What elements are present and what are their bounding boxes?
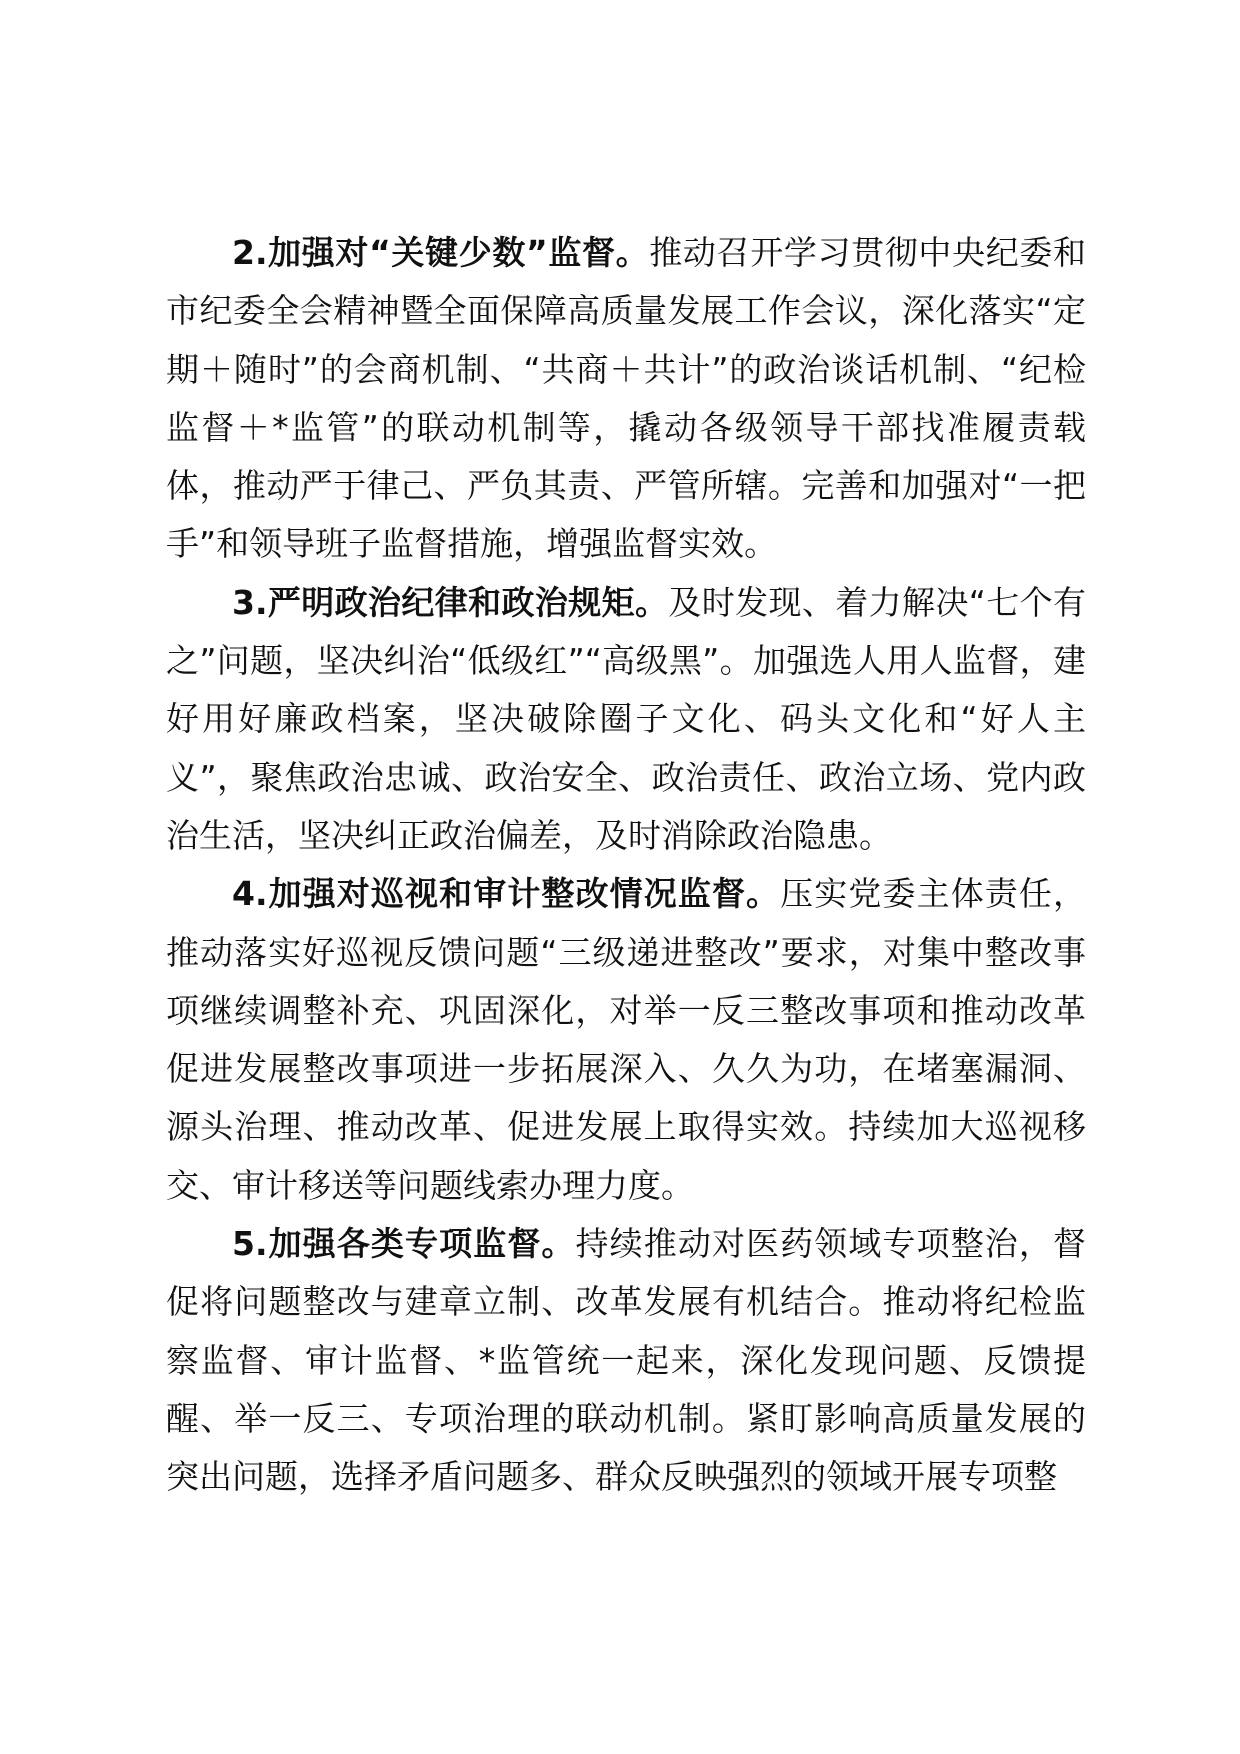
paragraph-text: 推动召开学习贯彻中央纪委和市纪委全会精神暨全面保障高质量发展工作会议，深化落实“定期＋随时”的会商机制、“共商＋共计”的政治谈话机制、“纪检监督＋*监管”的联动机制等，撬动各级领导干部找准履责载体，推动严于律己、严负其责、严管所辖。完善和加强对“一把手”和领导班子监督措施，增强监督实效。 <box>166 233 1087 564</box>
paragraph-heading: 4.加强对巡视和审计整改情况监督。 <box>232 874 781 914</box>
paragraph-heading: 2.加强对“关键少数”监督。 <box>232 233 650 272</box>
paragraph-4 <box>166 865 1086 1215</box>
paragraph-text: 及时发现、着力解决“七个有之”问题，坚决纠治“低级红”“高级黑”。加强选人用人监督，建好用好廉政档案，坚决破除圈子文化、码头文化和“好人主义”，聚焦政治忠诚、政治安全、政治责任、政治立场、党内政治生活，坚决纠正政治偏差，及时消除政治隐患。 <box>166 582 1086 855</box>
paragraph-heading: 5.加强各类专项监督。 <box>232 1224 576 1264</box>
paragraph-text: 持续推动对医药领域专项整治，督促将问题整改与建章立制、改革发展有机结合。推动将纪检监察监督、审计监督、*监管统一起来，深化发现问题、反馈提醒、举一反三、专项治理的联动机制。紧盯影响高质量发展的突出问题，选择矛盾问题多、群众反映强烈的领域开展专项整 <box>166 1224 1087 1497</box>
paragraph-5 <box>166 1215 1086 1506</box>
paragraph-2 <box>166 224 1086 574</box>
document-body <box>166 224 1086 1507</box>
paragraph-3 <box>166 574 1086 865</box>
paragraph-text: 压实党委主体责任，推动落实好巡视反馈问题“三级递进整改”要求，对集中整改事项继续调整补充、巩固深化，对举一反三整改事项和推动改革促进发展整改事项进一步拓展深入、久久为功，在堵塞漏洞、源头治理、推动改革、促进发展上取得实效。持续加大巡视移交、审计移送等问题线索办理力度。 <box>166 874 1087 1205</box>
paragraph-heading: 3.严明政治纪律和政治规矩。 <box>232 582 669 622</box>
